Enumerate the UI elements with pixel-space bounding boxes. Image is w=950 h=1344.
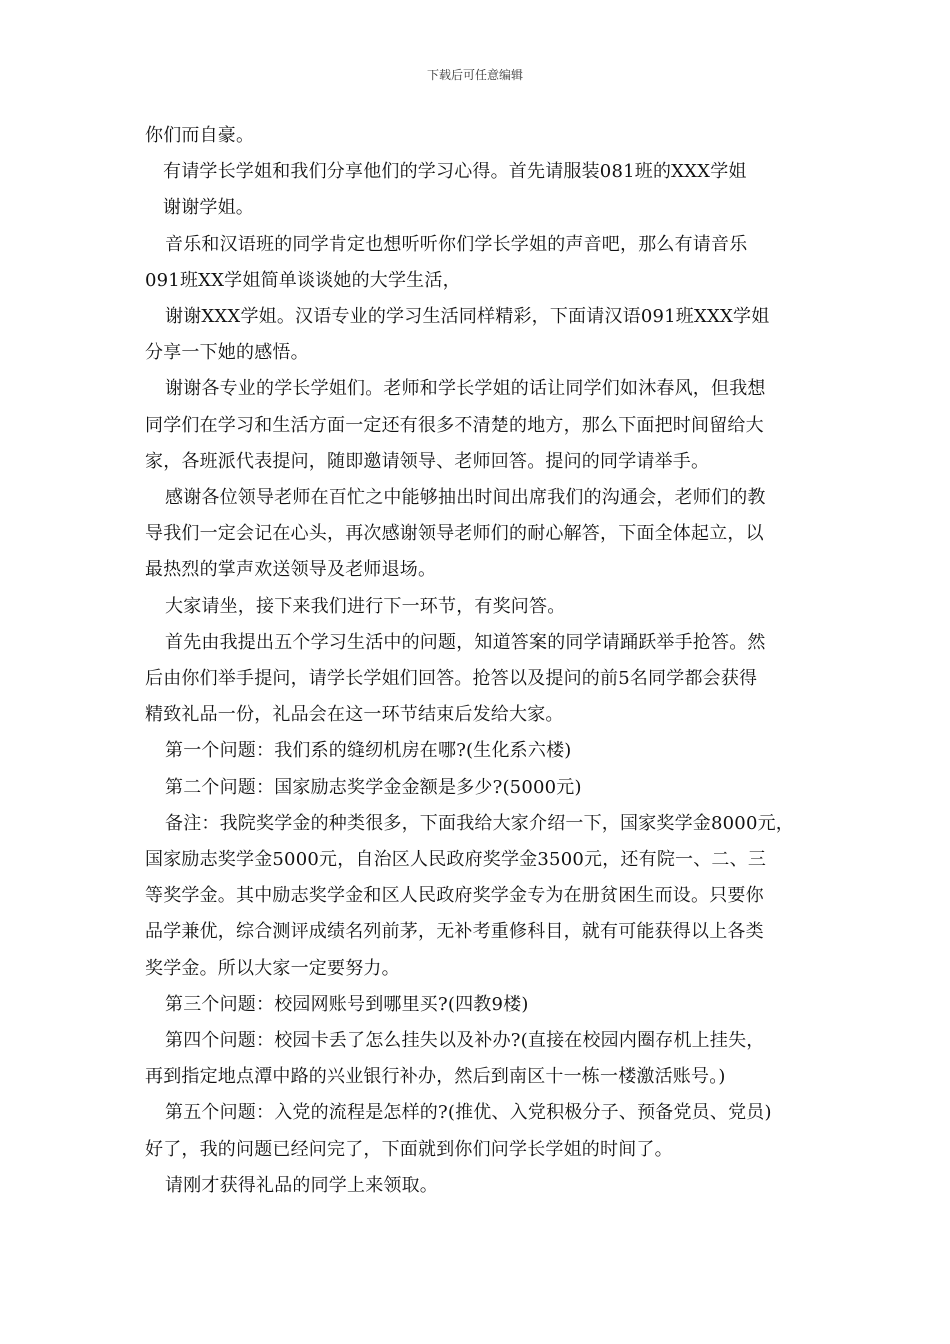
text-line: 最热烈的掌声欢送领导及老师退场。: [145, 559, 437, 581]
text-line: 大家请坐，接下来我们进行下一环节，有奖问答。: [165, 595, 566, 617]
text-line: 音乐和汉语班的同学肯定也想听听你们学长学姐的声音吧，那么有请音乐: [165, 233, 748, 255]
page-header-note: 下载后可任意编辑: [426, 68, 523, 82]
text-line: 第五个问题：入党的流程是怎样的?(推优、入党积极分子、预备党员、党员): [165, 1102, 772, 1124]
text-line: 品学兼优，综合测评成绩名列前茅，无补考重修科目，就有可能获得以上各类: [145, 921, 764, 943]
text-line: 国家励志奖学金5000元，自治区人民政府奖学金3500元，还有院一、二、三: [145, 849, 767, 871]
text-line: 家，各班派代表提问，随即邀请领导、老师回答。提问的同学请举手。: [145, 450, 710, 472]
text-line: 奖学金。所以大家一定要努力。: [145, 957, 400, 979]
text-line: 感谢各位领导老师在百忙之中能够抽出时间出席我们的沟通会，老师们的教: [165, 487, 766, 509]
text-line: 精致礼品一份，礼品会在这一环节结束后发给大家。: [145, 704, 564, 726]
text-line: 首先由我提出五个学习生活中的问题，知道答案的同学请踊跃举手抢答。然: [165, 631, 766, 653]
text-line: 第三个问题：校园网账号到哪里买?(四教9楼): [165, 993, 529, 1015]
text-line: 等奖学金。其中励志奖学金和区人民政府奖学金专为在册贫困生而设。只要你: [145, 885, 764, 907]
text-line: 再到指定地点潭中路的兴业银行补办，然后到南区十一栋一楼激活账号。): [145, 1066, 726, 1088]
text-line: 091班XX学姐简单谈谈她的大学生活，: [145, 269, 461, 291]
text-line: 同学们在学习和生活方面一定还有很多不清楚的地方，那么下面把时间留给大: [145, 414, 764, 436]
text-line: 后由你们举手提问，请学长学姐们回答。抢答以及提问的前5名同学都会获得: [145, 668, 758, 690]
text-line: 导我们一定会记在心头，再次感谢领导老师们的耐心解答，下面全体起立，以: [145, 523, 764, 545]
text-line: 谢谢各专业的学长学姐们。老师和学长学姐的话让同学们如沐春风，但我想: [165, 378, 766, 400]
document-body: [145, 118, 845, 1204]
text-line: 备注：我院奖学金的种类很多，下面我给大家介绍一下，国家奖学金8000元，: [165, 812, 795, 834]
text-line: 请刚才获得礼品的同学上来领取。: [165, 1174, 438, 1196]
text-line: 第一个问题：我们系的缝纫机房在哪?(生化系六楼): [165, 740, 572, 762]
text-line: 分享一下她的感悟。: [145, 342, 309, 364]
text-line: 第四个问题：校园卡丢了怎么挂失以及补办?(直接在校园内圈存机上挂失，: [165, 1030, 765, 1052]
text-line: 第二个问题：国家励志奖学金金额是多少?(5000元): [165, 776, 582, 798]
text-line: 你们而自豪。: [145, 125, 255, 146]
text-line: 有请学长学姐和我们分享他们的学习心得。首先请服装081班的XXX学姐: [163, 161, 747, 183]
text-line: 谢谢学姐。: [163, 197, 254, 219]
text-line: 好了，我的问题已经问完了，下面就到你们问学长学姐的时间了。: [145, 1138, 673, 1160]
text-line: 谢谢XXX学姐。汉语专业的学习生活同样精彩，下面请汉语091班XXX学姐: [165, 306, 770, 328]
